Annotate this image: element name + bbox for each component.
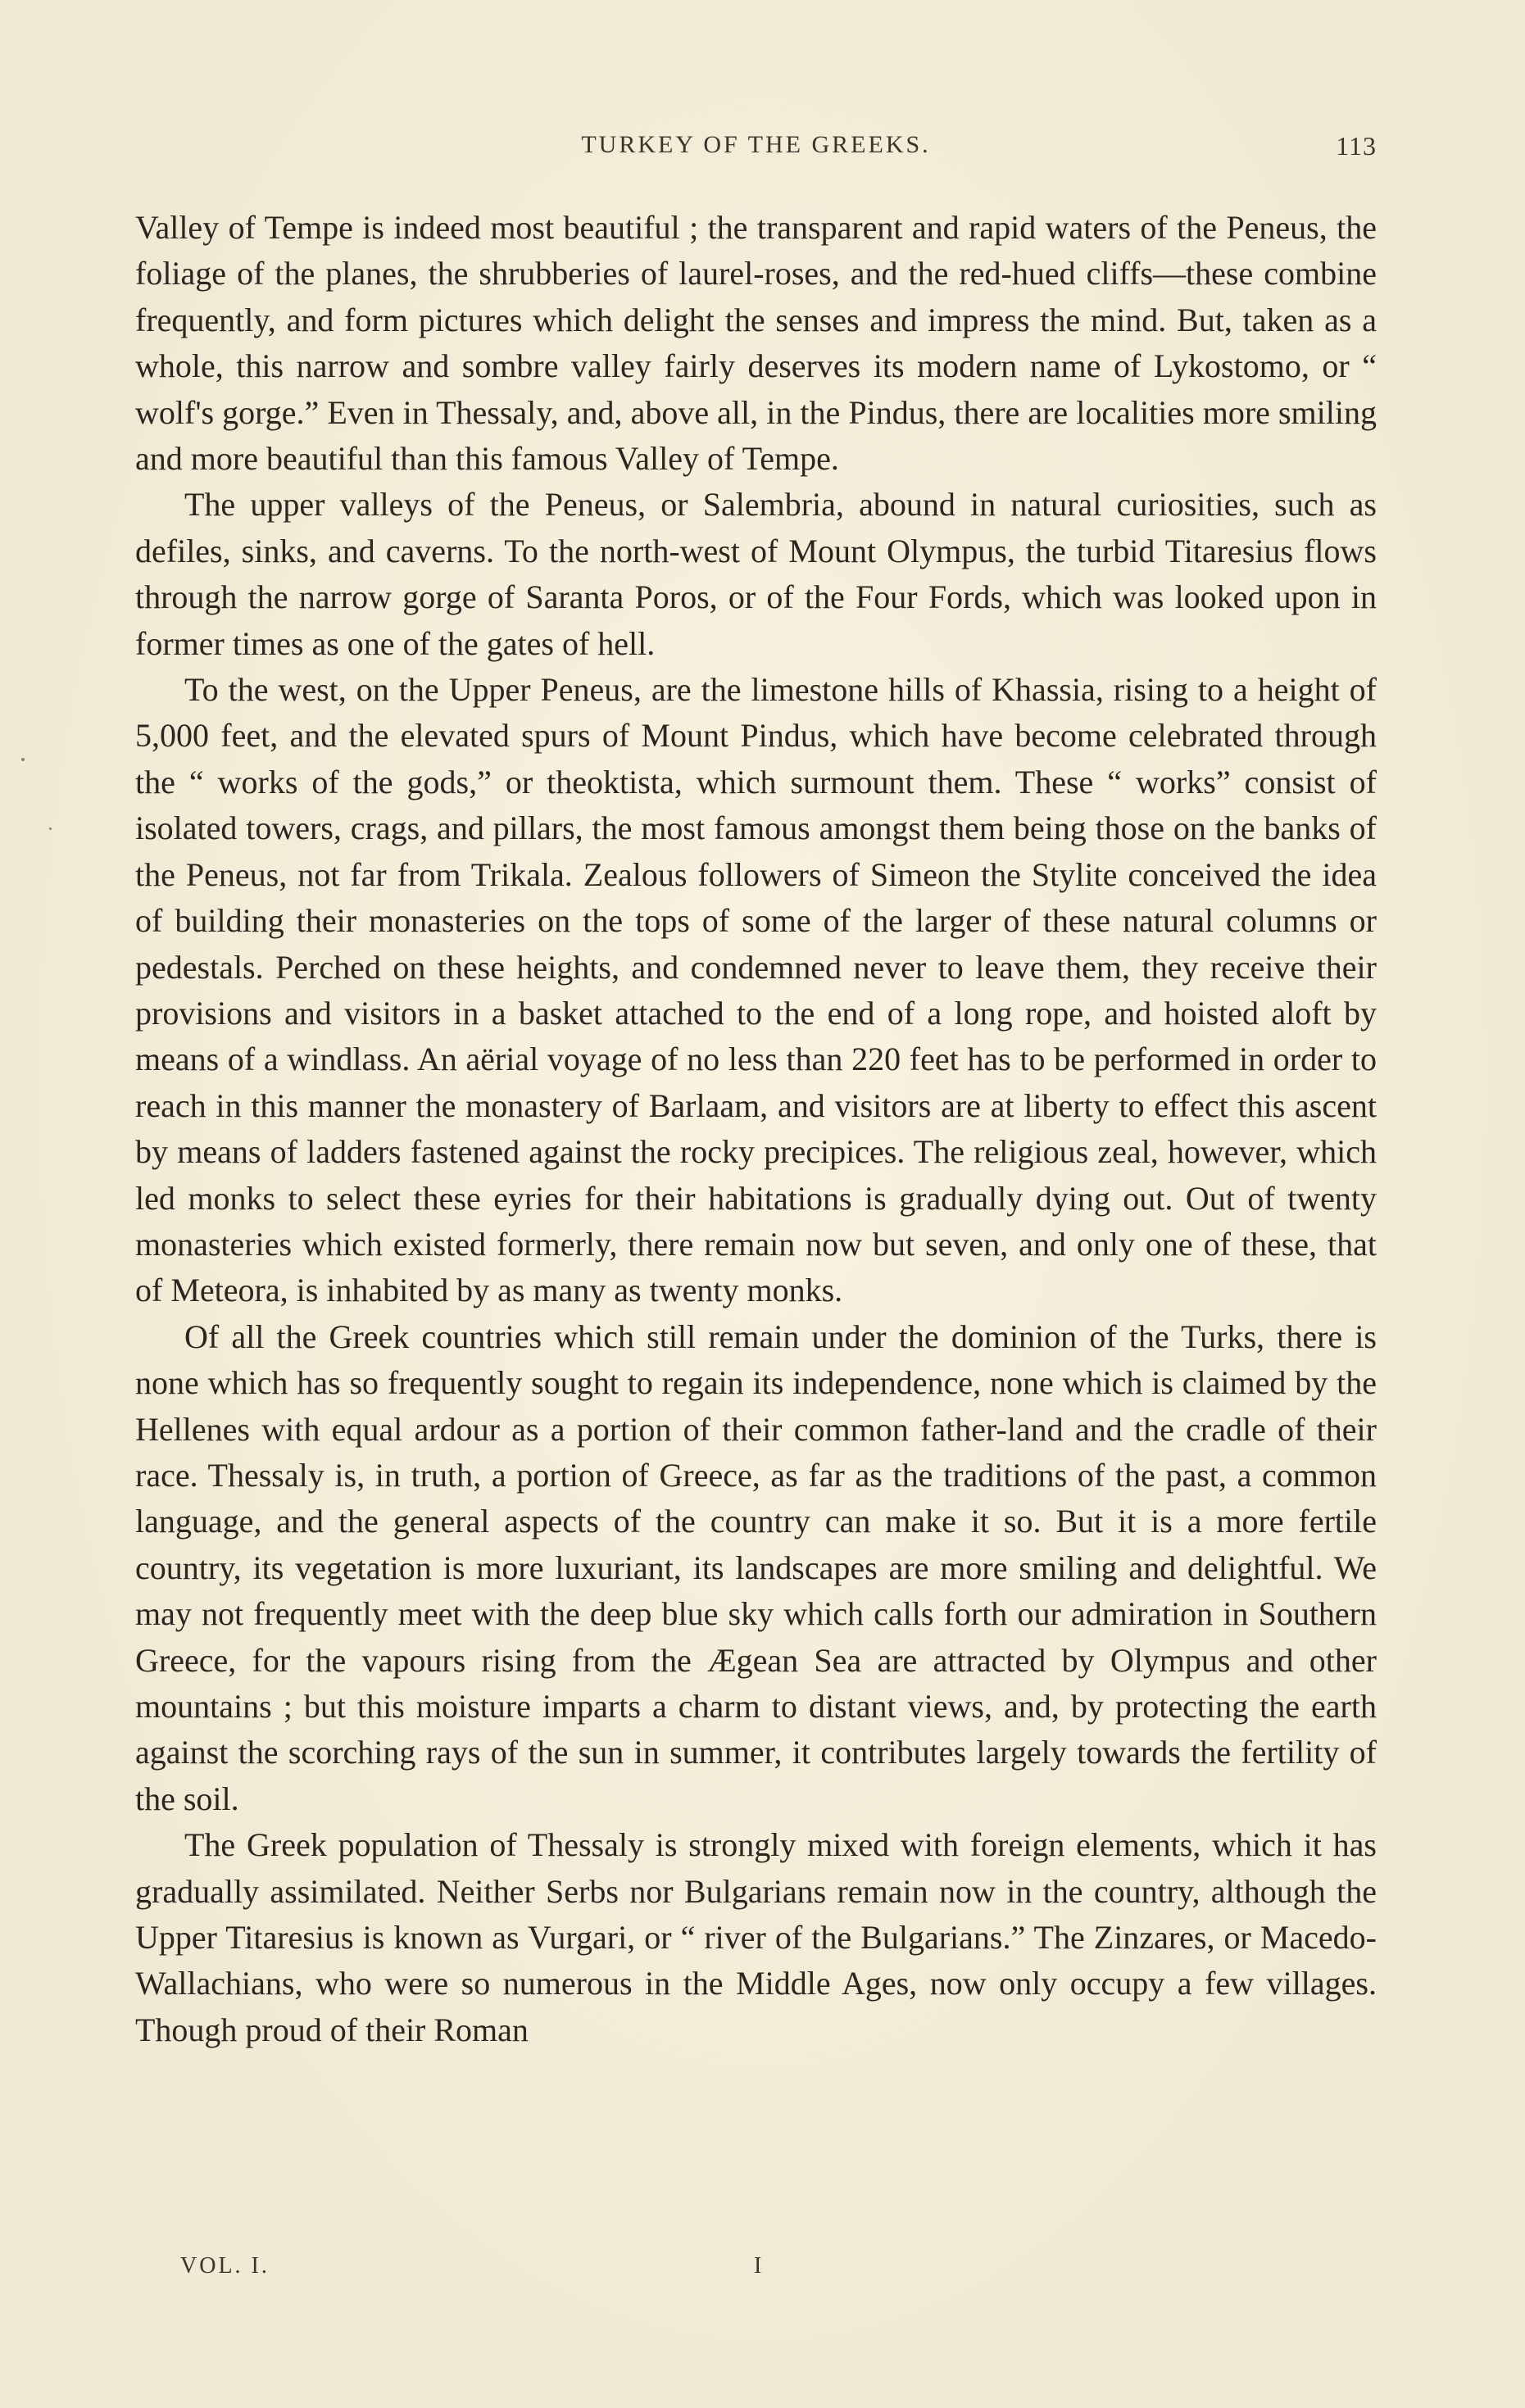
body-text <box>135 205 1377 2053</box>
page-footer <box>180 2253 1377 2286</box>
running-head <box>135 131 1377 172</box>
signature-mark: I <box>754 2253 765 2279</box>
paragraph-meteora: To the west, on the Upper Peneus, are the limestone hills of Khassia, rising to a height of 5,000 feet, and the elevated spurs of Mount Pindus, which have become celebrated through the “ works of the gods,” or theoktista, which surmount them. These “ works” consist of isolated towers, crags, and pillars, the most famous amongst them being those on the banks of the Peneus, not far from Trikala. Zealous followers of Simeon the Stylite conceived the idea of building their monasteries on the tops of some of the larger of these natural columns or pedestals. Perched on these heights, and condemned never to leave them, they receive their provisions and visitors in a basket attached to the end of a long rope, and hoisted aloft by means of a windlass. An aërial voyage of no less than 220 feet has to be performed in order to reach in this manner the monastery of Barlaam, and visitors are at liberty to effect this ascent by means of ladders fastened against the rocky precipices. The religious zeal, however, which led monks to select these eyries for their habitations is gradually dying out. Out of twenty monasteries which existed formerly, there remain now but seven, and only one of these, that of Meteora, is inhabited by as many as twenty monks. <box>135 671 1377 1309</box>
running-title: TURKEY OF THE GREEKS. <box>581 131 931 158</box>
paper-speck <box>49 828 52 830</box>
paragraph-population: The Greek population of Thessaly is strongly mixed with foreign elements, which it has gradually assimilated. Neither Serbs nor Bulgarians remain now in the country, although the Upper Titaresius is known as Vurgari, or “ river of the Bulgarians.” The Zinzares, or Macedo-Wallachians, who were so numerous in the Middle Ages, now only occupy a few villages. Though proud of their Roman <box>135 1826 1377 2048</box>
page-number: 113 <box>1336 131 1377 161</box>
paragraph-peneus-valleys: The upper valleys of the Peneus, or Salembria, abound in natural curiosities, such as defiles, sinks, and caverns. To the north-west of Mount Olympus, the turbid Titaresius flows through the narrow gorge of Saranta Poros, or of the Four Fords, which was looked upon in former times as one of the gates of hell. <box>135 486 1377 662</box>
paragraph-thessaly: Of all the Greek countries which still remain under the dominion of the Turks, there is none which has so frequently sought to regain its independence, none which is claimed by the Hellenes with equal ardour as a portion of their common father-land and the cradle of their race. Thessaly is, in truth, a portion of Greece, as far as the traditions of the past, a common language, and the general aspects of the country can make it so. But it is a more fertile country, its vegetation is more luxuriant, its landscapes are more smiling and delightful. We may not frequently meet with the deep blue sky which calls forth our admiration in Southern Greece, for the vapours rising from the Ægean Sea are attracted by Olympus and other mountains ; but this moisture imparts a charm to distant views, and, by protecting the earth against the scorching rays of the sun in summer, it contributes largely towards the fertility of the soil. <box>135 1317 1377 1817</box>
paper-speck <box>21 758 25 761</box>
volume-mark: VOL. I. <box>180 2253 270 2279</box>
paragraph-continued: Valley of Tempe is indeed most beautiful ; the transparent and rapid waters of the Peneus, the foliage of the planes, the shrubberies of laurel-roses, and the red-hued cliffs—these combine frequently, and form pictures which delight the senses and impress the mind. But, taken as a whole, this narrow and sombre valley fairly deserves its modern name of Lykostomo, or “ wolf's gorge.” Even in Thessaly, and, above all, in the Pindus, there are localities more smiling and more beautiful than this famous Valley of Tempe. <box>135 209 1377 478</box>
